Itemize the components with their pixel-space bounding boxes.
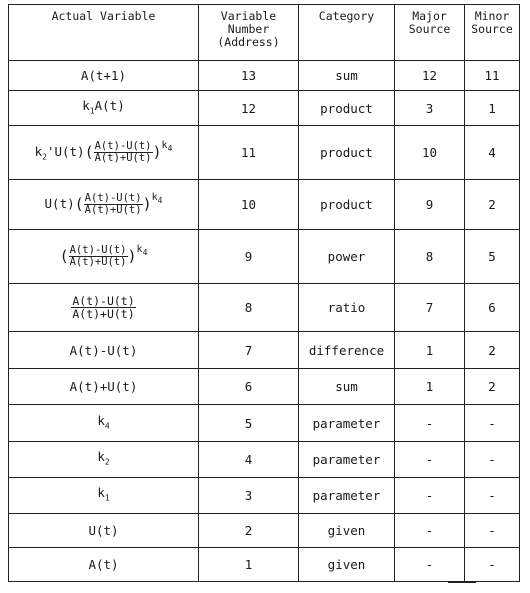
- fraction: $\frac{A(t)-U(t)}{A(t)+U(t)}$: [72, 294, 135, 321]
- table-row: [9, 284, 520, 332]
- major-source-cell: 7: [395, 284, 465, 332]
- major-source-cell: -: [395, 514, 465, 548]
- major-source-cell: -: [395, 548, 465, 582]
- header-minor-source: Minor Source: [465, 5, 520, 61]
- minor-source-cell: 5: [465, 230, 520, 284]
- category-cell: product: [299, 126, 395, 180]
- header-actual-variable: Actual Variable: [9, 5, 199, 61]
- variable-table-container: [8, 4, 520, 582]
- minor-source-cell: 2: [465, 332, 520, 369]
- major-source-cell: -: [395, 405, 465, 442]
- variable-number-cell: 2: [199, 514, 299, 548]
- table-row: [9, 405, 520, 442]
- category-cell: ratio: [299, 284, 395, 332]
- minor-source-cell: -: [465, 405, 520, 442]
- underline-mark: [448, 581, 476, 583]
- variable-number-cell: 4: [199, 442, 299, 478]
- major-source-cell: 1: [395, 332, 465, 369]
- category-cell: given: [299, 514, 395, 548]
- minor-source-cell: -: [465, 514, 520, 548]
- minor-source-cell: 4: [465, 126, 520, 180]
- variable-number-cell: 5: [199, 405, 299, 442]
- actual-variable-cell: [9, 284, 199, 332]
- actual-variable-cell: ( $\frac{A(t)-U(t)}{A(t)+U(t)}$ )$^{k_4}$: [9, 230, 199, 284]
- variable-number-cell: 7: [199, 332, 299, 369]
- table-row: [9, 369, 520, 405]
- table-row: [9, 442, 520, 478]
- minor-source-cell: -: [465, 478, 520, 514]
- category-cell: parameter: [299, 478, 395, 514]
- actual-variable-cell: $k_4$: [9, 405, 199, 442]
- header-major-source: Major Source: [395, 5, 465, 61]
- major-source-cell: -: [395, 442, 465, 478]
- category-cell: parameter: [299, 442, 395, 478]
- variable-number-cell: 12: [199, 91, 299, 126]
- category-cell: given: [299, 548, 395, 582]
- table-row: [9, 180, 520, 230]
- variable-number-cell: 9: [199, 230, 299, 284]
- actual-variable-cell: A(t)+U(t): [9, 369, 199, 405]
- variable-number-cell: 1: [199, 548, 299, 582]
- variable-number-cell: 3: [199, 478, 299, 514]
- minor-source-cell: -: [465, 548, 520, 582]
- actual-variable-cell: $k_2'U(t)$( $\frac{A(t)-U(t)}{A(t)+U(t)}$ )$^{k_4}$: [9, 126, 199, 180]
- header-variable-number: Variable Number (Address): [199, 5, 299, 61]
- major-source-cell: 12: [395, 61, 465, 91]
- fraction: $\frac{A(t)-U(t)}{A(t)+U(t)}$: [94, 140, 152, 164]
- major-source-cell: 10: [395, 126, 465, 180]
- actual-variable-cell: A(t): [9, 548, 199, 582]
- table-row: [9, 61, 520, 91]
- minor-source-cell: 2: [465, 369, 520, 405]
- minor-source-cell: 6: [465, 284, 520, 332]
- major-source-cell: 1: [395, 369, 465, 405]
- minor-source-cell: -: [465, 442, 520, 478]
- header-row: [9, 5, 520, 61]
- minor-source-cell: 1: [465, 91, 520, 126]
- actual-variable-cell: A(t+1): [9, 61, 199, 91]
- category-cell: power: [299, 230, 395, 284]
- variable-number-cell: 8: [199, 284, 299, 332]
- major-source-cell: 9: [395, 180, 465, 230]
- table-row: [9, 126, 520, 180]
- variable-table: [8, 4, 520, 582]
- table-row: [9, 548, 520, 582]
- actual-variable-cell: $k_1$: [9, 478, 199, 514]
- table-row: [9, 332, 520, 369]
- actual-variable-cell: $k_1A(t)$: [9, 91, 199, 126]
- minor-source-cell: 11: [465, 61, 520, 91]
- variable-number-cell: 13: [199, 61, 299, 91]
- category-cell: product: [299, 91, 395, 126]
- actual-variable-cell: $k_2$: [9, 442, 199, 478]
- header-category: Category: [299, 5, 395, 61]
- category-cell: parameter: [299, 405, 395, 442]
- actual-variable-cell: U(t)( $\frac{A(t)-U(t)}{A(t)+U(t)}$ )$^{k_4}$: [9, 180, 199, 230]
- fraction: $\frac{A(t)-U(t)}{A(t)+U(t)}$: [69, 244, 127, 268]
- category-cell: sum: [299, 61, 395, 91]
- major-source-cell: 8: [395, 230, 465, 284]
- variable-number-cell: 11: [199, 126, 299, 180]
- minor-source-cell: 2: [465, 180, 520, 230]
- category-cell: sum: [299, 369, 395, 405]
- category-cell: product: [299, 180, 395, 230]
- variable-number-cell: 10: [199, 180, 299, 230]
- table-row: [9, 91, 520, 126]
- variable-number-cell: 6: [199, 369, 299, 405]
- table-row: [9, 230, 520, 284]
- actual-variable-cell: A(t)-U(t): [9, 332, 199, 369]
- table-row: [9, 514, 520, 548]
- table-row: [9, 478, 520, 514]
- major-source-cell: -: [395, 478, 465, 514]
- actual-variable-cell: U(t): [9, 514, 199, 548]
- major-source-cell: 3: [395, 91, 465, 126]
- fraction: $\frac{A(t)-U(t)}{A(t)+U(t)}$: [84, 192, 142, 216]
- category-cell: difference: [299, 332, 395, 369]
